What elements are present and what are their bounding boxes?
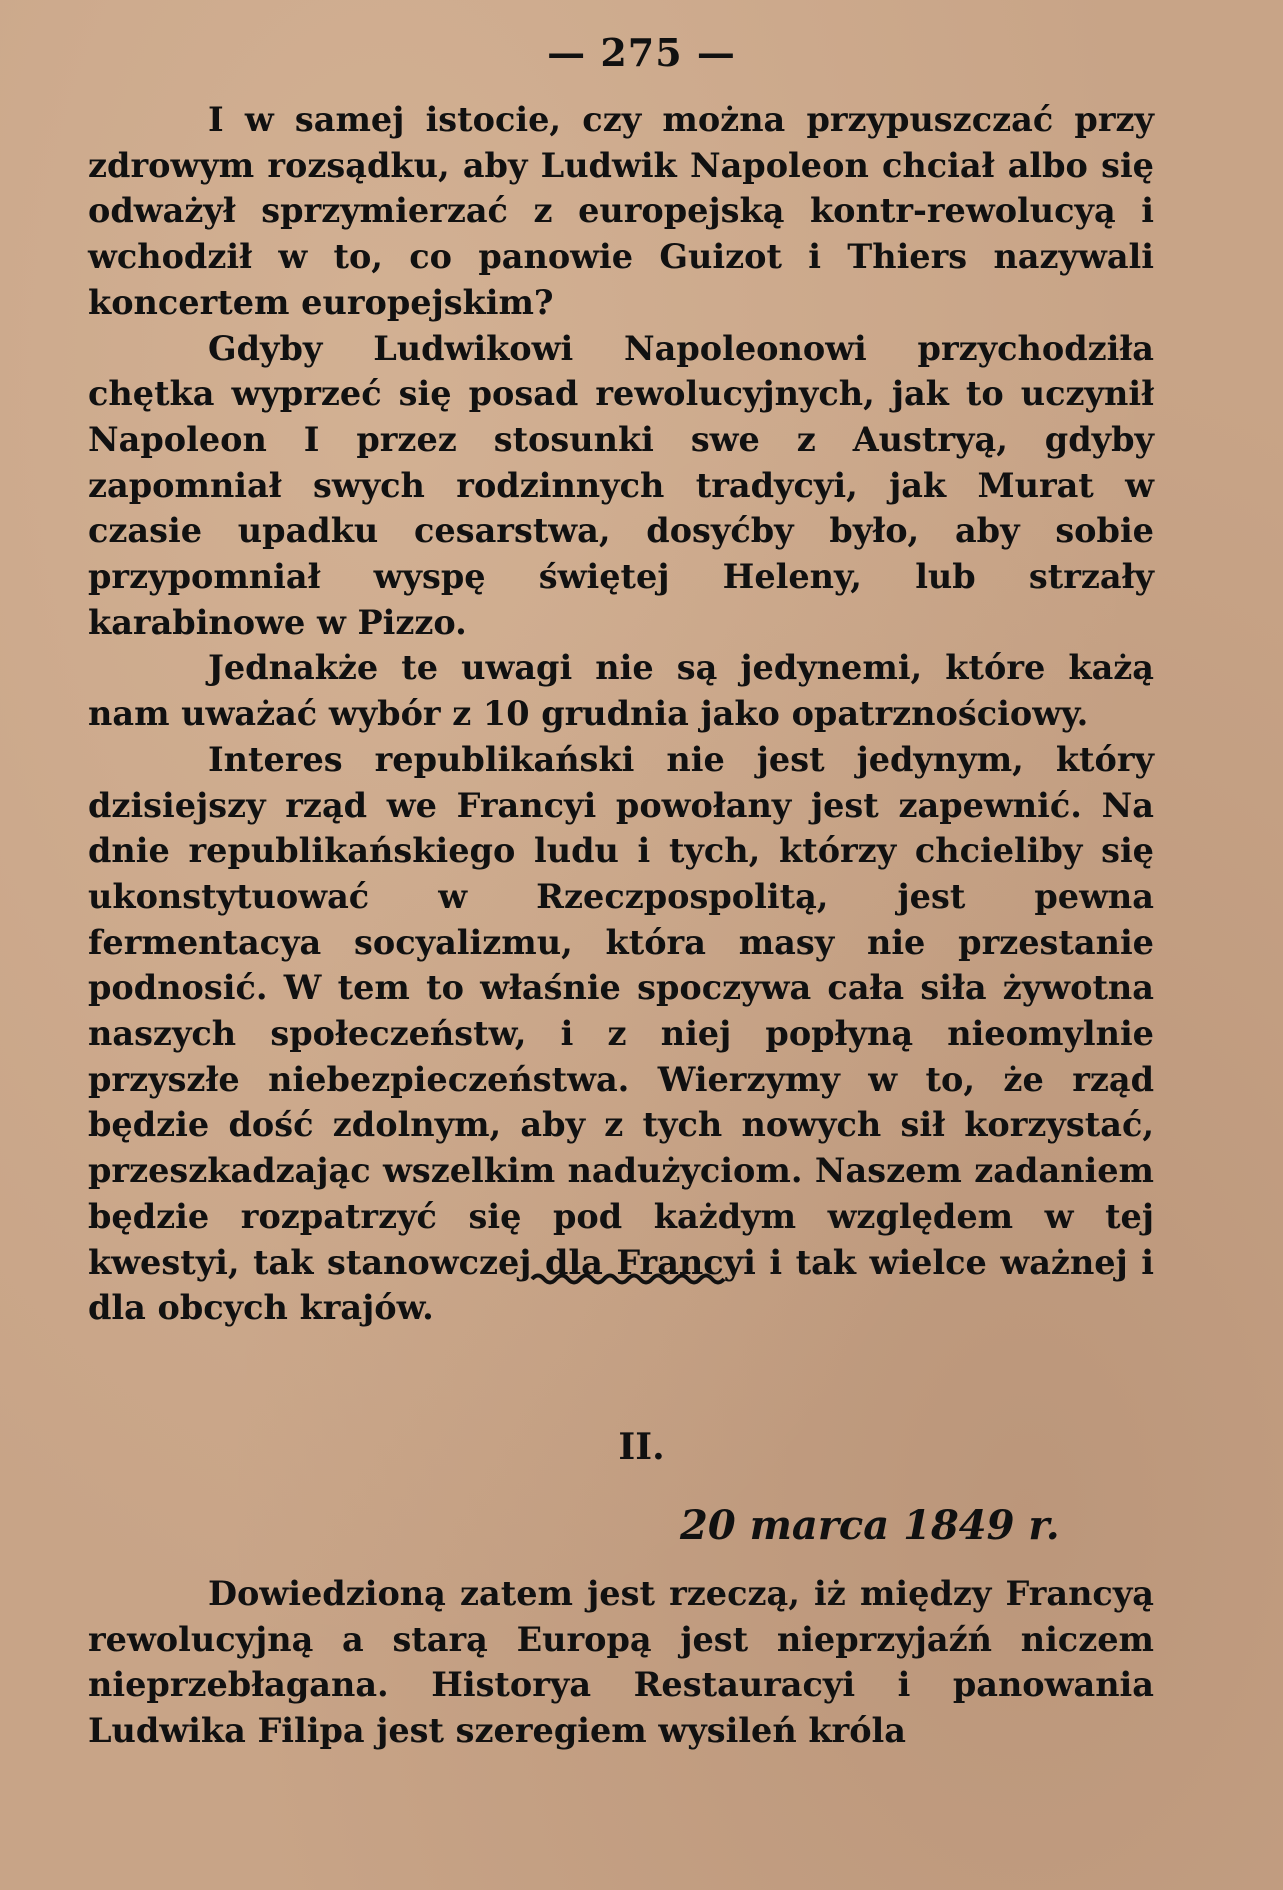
page-number: — 275 — — [547, 30, 736, 75]
paragraph-3: Jednakże te uwagi nie są jedynemi, które każą nam uważać wybór z 10 grudnia jako opatrznościowy. — [88, 648, 1154, 734]
chapter-date: 20 marca 1849 r. — [680, 1502, 1060, 1549]
paragraph-4: Interes republikański nie jest jedynym, który dzisiejszy rząd we Francyi powołany jest zapewnić. Na dnie republikańskiego ludu i tych, którzy chcieliby się ukonstytuować w Rzeczpospolitą, jest pewna fermentacya socyalizmu, która masy nie przestanie podnosić. W tem to właśnie spoczywa cała siła żywotna naszych społeczeństw, i z niej popłyną nieomylnie przyszłe niebezpieczeństwa. Wierzymy w to, że rząd będzie dość zdolnym, aby z tych nowych sił korzystać, przeszkadzając wszelkim nadużyciom. Naszem zadaniem będzie rozpatrzyć się pod każdym względem w tej kwestyi, tak stanowczej dla Francyi i tak wielce ważnej i dla obcych krajów. — [88, 739, 1154, 1328]
chapter-paragraph: Dowiedzioną zatem jest rzeczą, iż między Francyą rewolucyjną a starą Europą jest nieprzyjaźń niczem nieprzebłagana. Historya Restauracyi i panowania Ludwika Filipa jest szeregiem wysileń króla — [88, 1574, 1154, 1751]
chapter-text — [88, 1571, 1154, 1754]
chapter-number: II. — [618, 1426, 665, 1468]
paragraph-1: I w samej istocie, czy można przypuszczać przy zdrowym rozsądku, aby Ludwik Napoleon chciał albo się odważył sprzymierzać z europejską kontr-rewolucyą i wchodził w to, co panowie Guizot i Thiers nazywali koncertem europejskim? — [88, 100, 1154, 322]
wavy-divider-ornament — [528, 1268, 728, 1290]
paragraph-2: Gdyby Ludwikowi Napoleonowi przychodziła chętka wyprzeć się posad rewolucyjnych, jak to uczynił Napoleon I przez stosunki swe z Austryą, gdyby zapomniał swych rodzinnych tradycyi, jak Murat w czasie upadku cesarstwa, dosyćby było, aby sobie przypomniał wyspę świętej Heleny, lub strzały karabinowe w Pizzo. — [88, 328, 1154, 642]
main-text — [88, 97, 1154, 1331]
